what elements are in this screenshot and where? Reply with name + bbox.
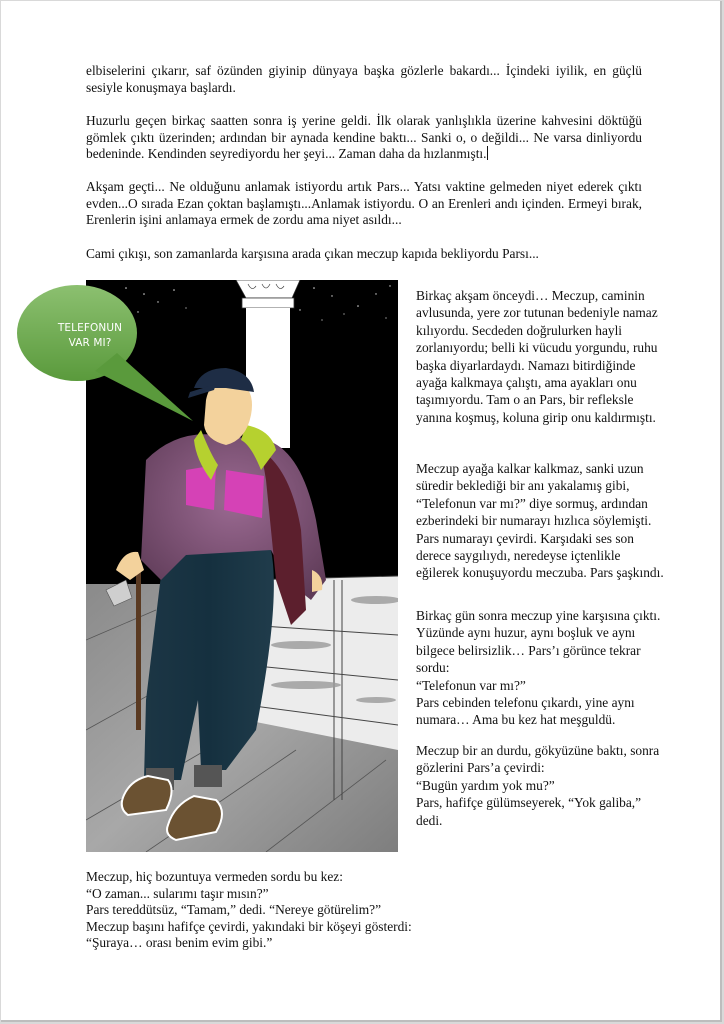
side-paragraph-2 [416, 460, 676, 582]
side-paragraph-1 [416, 287, 676, 426]
text-line: numara… Ama bu kez hat meşguldü. [416, 712, 616, 728]
paragraph-2 [86, 113, 642, 163]
text-cursor [487, 146, 488, 160]
speech-line-2: VAR MI? [68, 337, 112, 349]
paragraph-1: elbiselerini çıkarır, saf özünden giyinip dünyaya başka gözlerle bakardı... İçindeki iyilik, en güçlü sesiyle konuşmaya başlardı. [86, 63, 642, 95]
text-line: “Bugün yardım yok mu?” [416, 777, 555, 793]
text-line: Pars tereddütsüz, “Tamam,” dedi. “Nereye götürelim?” [86, 902, 382, 918]
text-line: “Telefonun var mı?” [416, 677, 526, 693]
text-line: derece saygılıydı, neredeyse içtenlikle [416, 548, 621, 564]
text-line: süredir beklediği bir anı yakalamış gibi, [416, 478, 630, 494]
text-line: kılıyordu. Secdeden doğrulurken hayli [416, 322, 623, 338]
text-line: Meczup başını hafifçe çevirdi, yakındaki bir köşeyi gösterdi: [86, 918, 412, 934]
text-line: ezberindeki bir numarayı hızlıca söylemişti. [416, 513, 652, 529]
paragraph-3: Akşam geçti... Ne olduğunu anlamak istiyordu artık Pars... Yatsı vaktine gelmeden niyet ederek çıktı evden...O sırada Ezan çoktan başlamıştı...Anlamak istiyordu. O an Erenleri andı içinden. Ermeyi bırak, Erenlerin işini anlamaya ermek de zordu ama niyet asıldı... [86, 179, 642, 228]
speech-line-1: TELEFONUN [57, 322, 123, 334]
text-line: gözlerini Pars’a çevirdi: [416, 760, 545, 776]
text-line: sordu: [416, 660, 450, 676]
text-line: “O zaman... sularımı taşır mısın?” [86, 885, 269, 901]
text-line: Meczup, hiç bozuntuya vermeden sordu bu kez: [86, 869, 343, 884]
paragraph-2-text: Huzurlu geçen birkaç saatten sonra iş yerine geldi. İlk olarak yanlışlıkla üzerine kahvesini döktüğü gömlek çıktı üzerinden; ardından bir aynada kendine baktı... Sanki o, o değildi... Ne varsa dinliyordu bedeninde. Kendinden seyrediyordu her şeyi... Zaman daha da hızlanmıştı. [86, 113, 642, 162]
text-line: “Telefonun var mı?” diye sormuş, ardından [416, 495, 648, 511]
side-paragraph-4 [416, 742, 676, 829]
text-line: taşımıyordu. Tam o an Pars, bir refleksle [416, 392, 634, 408]
paragraph-4: Cami çıkışı, son zamanlarda karşısına arada çıkan meczup kapıda bekliyordu Parsı... [86, 246, 539, 261]
text-line: başka diyarlardaydı. Namazı bitirdiğinde [416, 357, 636, 373]
text-line: ayağa kalkmaya çalıştı, ama ayakları onu [416, 375, 637, 391]
text-line: Birkaç gün sonra meczup yine karşısına çıktı. [416, 608, 661, 623]
text-line: yanına koşmuş, koluna girip onu kaldırmıştı. [416, 409, 656, 425]
text-line: zorlanıyordu; belli ki vücudu yorgundu, ruhu [416, 340, 658, 356]
text-line: dedi. [416, 812, 443, 828]
speech-bubble [17, 283, 193, 423]
text-line: Meczup bir an durdu, gökyüzüne baktı, sonra [416, 743, 660, 758]
text-line: Pars cebinden telefonu çıkardı, yine aynı [416, 695, 635, 711]
text-line: Pars, hafifçe gülümseyerek, “Yok galiba,” [416, 795, 642, 811]
text-line: Yüzünde aynı huzur, aynı boşluk ve aynı [416, 625, 636, 641]
bottom-dialogue [86, 869, 412, 952]
text-line: eğilerek konuşuyordu meczuba. Pars şaşkındı. [416, 565, 664, 581]
walking-cane [136, 560, 141, 730]
side-paragraph-3 [416, 607, 676, 729]
text-line: bilgece belirsizlik… Pars’ı görünce tekrar [416, 642, 641, 658]
text-line: Meczup ayağa kalkar kalkmaz, sanki uzun [416, 461, 644, 476]
speech-bubble-text [30, 321, 150, 351]
text-line: “Şuraya… orası benim evim gibi.” [86, 935, 273, 951]
text-line: avlusunda, yere zor tutunan bedeniyle namaz [416, 305, 658, 321]
text-line: Birkaç akşam önceydi… Meczup, caminin [416, 288, 645, 303]
text-line: Pars numarayı çevirdi. Karşıdaki ses son [416, 530, 634, 546]
